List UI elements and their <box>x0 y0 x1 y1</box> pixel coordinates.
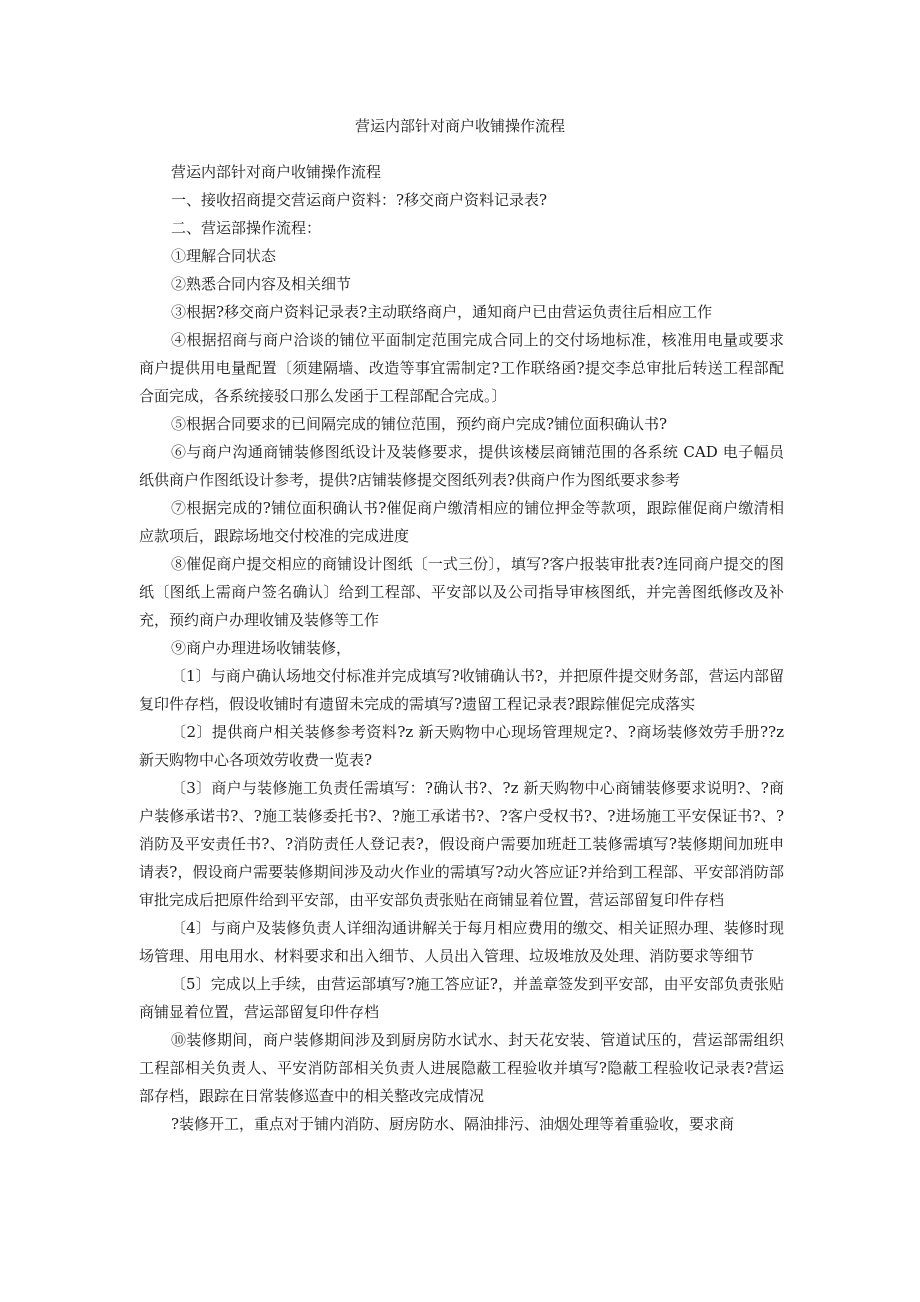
paragraph: 〔1〕与商户确认场地交付标准并完成填写?收铺确认书?，并把原件提交财务部，营运内部留复印件存档，假设收铺时有遗留未完成的需填写?遗留工程记录表?跟踪催促完成落实 <box>139 667 784 713</box>
document-body <box>139 158 784 1138</box>
paragraph: 营运内部针对商户收铺操作流程 <box>171 163 382 181</box>
paragraph: ④根据招商与商户洽谈的铺位平面制定范围完成合同上的交付场地标准，核准用电量或要求商户提供用电量配置〔须建隔墙、改造等事宜需制定?工作联络函?提交李总审批后转送工程部配合面完成，各系统接驳口那么发函于工程部配合完成。〕 <box>139 331 784 405</box>
paragraph: ⑧催促商户提交相应的商铺设计图纸〔一式三份〕，填写?客户报装审批表?连同商户提交的图纸〔图纸上需商户签名确认〕给到工程部、平安部以及公司指导审核图纸，并完善图纸修改及补充，预约商户办理收铺及装修等工作 <box>139 555 784 629</box>
paragraph: ⑦根据完成的?铺位面积确认书?催促商户缴清相应的铺位押金等款项，跟踪催促商户缴清相应款项后，跟踪场地交付校准的完成进度 <box>139 499 784 545</box>
paragraph: ⑥与商户沟通商铺装修图纸设计及装修要求，提供该楼层商铺范围的各系统 CAD 电子幅员纸供商户作图纸设计参考，提供?店铺装修提交图纸列表?供商户作为图纸要求参考 <box>139 443 784 489</box>
document-title: 营运内部针对商户收铺操作流程 <box>354 117 565 135</box>
paragraph: 〔4〕与商户及装修负责人详细沟通讲解关于每月相应费用的缴交、相关证照办理、装修时现场管理、用电用水、材料要求和出入细节、人员出入管理、垃圾堆放及处理、消防要求等细节 <box>139 919 784 965</box>
paragraph: 〔2〕提供商户相关装修参考资料?z 新天购物中心现场管理规定?、?商场装修效劳手册??z 新天购物中心各项效劳收费一览表? <box>139 723 784 769</box>
paragraph: 二、营运部操作流程： <box>171 219 322 237</box>
paragraph: ?装修开工，重点对于铺内消防、厨房防水、隔油排污、油烟处理等着重验收，要求商 <box>171 1115 735 1133</box>
paragraph: 〔5〕完成以上手续，由营运部填写?施工答应证?，并盖章签发到平安部，由平安部负责张贴商铺显着位置，营运部留复印件存档 <box>139 975 784 1021</box>
paragraph: 一、接收招商提交营运商户资料：?移交商户资料记录表? <box>171 191 548 209</box>
paragraph: ③根据?移交商户资料记录表?主动联络商户，通知商户已由营运负责往后相应工作 <box>171 303 713 321</box>
paragraph: ⑩装修期间，商户装修期间涉及到厨房防水试水、封天花安装、管道试压的，营运部需组织工程部相关负责人、平安消防部相关负责人进展隐蔽工程验收并填写?隐蔽工程验收记录表?营运部存档，跟踪在日常装修巡查中的相关整改完成情况 <box>139 1031 784 1105</box>
paragraph: ⑤根据合同要求的已间隔完成的铺位范围，预约商户完成?铺位面积确认书? <box>171 415 668 433</box>
paragraph: ⑨商户办理进场收铺装修， <box>171 639 352 657</box>
paragraph: 〔3〕商户与装修施工负责任需填写：?确认书?、?z 新天购物中心商铺装修要求说明?、?商户装修承诺书?、?施工装修委托书?、?施工承诺书?、?客户受权书?、?进场施工平安保证书?、?消防及平安责任书?、?消防责任人登记表?，假设商户需要加班赶工装修需填写?装修期间加班申请表?，假设商户需要装修期间涉及动火作业的需填写?动火答应证?并给到工程部、平安部消防部审批完成后把原件给到平安部，由平安部负责张贴在商铺显着位置，营运部留复印件存档 <box>139 779 784 909</box>
paragraph: ①理解合同状态 <box>171 247 277 265</box>
paragraph: ②熟悉合同内容及相关细节 <box>171 275 352 293</box>
